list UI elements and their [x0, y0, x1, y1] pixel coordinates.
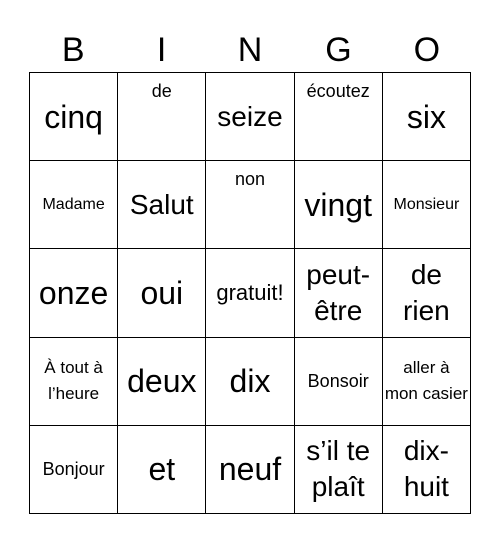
bingo-cell[interactable]: vingt — [295, 161, 383, 249]
bingo-cell[interactable]: dix — [206, 338, 294, 426]
bingo-cell[interactable]: neuf — [206, 426, 294, 514]
bingo-cell[interactable]: six — [383, 73, 471, 161]
bingo-cell[interactable]: Madame — [30, 161, 118, 249]
bingo-cell[interactable]: écoutez — [295, 73, 383, 161]
bingo-cell[interactable]: de — [118, 73, 206, 161]
bingo-cell[interactable]: Bonjour — [30, 426, 118, 514]
bingo-cell[interactable]: Salut — [118, 161, 206, 249]
bingo-cell[interactable]: oui — [118, 249, 206, 337]
bingo-header — [29, 28, 471, 72]
bingo-cell[interactable]: dix-huit — [383, 426, 471, 514]
header-letter-n: N — [237, 31, 263, 69]
header-letter-b: B — [61, 31, 85, 69]
header-letter-i: I — [156, 31, 167, 69]
bingo-cell[interactable]: onze — [30, 249, 118, 337]
header-letter-g: G — [325, 31, 352, 69]
header-letter-o: O — [413, 31, 441, 69]
bingo-cell[interactable]: À tout à l’heure — [30, 338, 118, 426]
bingo-board — [29, 72, 471, 514]
bingo-cell[interactable]: Bonsoir — [295, 338, 383, 426]
bingo-cell[interactable]: gratuit! — [206, 249, 294, 337]
bingo-cell[interactable]: deux — [118, 338, 206, 426]
bingo-cell[interactable]: non — [206, 161, 294, 249]
bingo-cell[interactable]: peut-être — [295, 249, 383, 337]
bingo-cell[interactable]: et — [118, 426, 206, 514]
bingo-cell[interactable]: aller à mon casier — [383, 338, 471, 426]
bingo-cell[interactable]: cinq — [30, 73, 118, 161]
bingo-cell[interactable]: de rien — [383, 249, 471, 337]
bingo-cell[interactable]: s’il te plaît — [295, 426, 383, 514]
bingo-cell[interactable]: seize — [206, 73, 294, 161]
bingo-cell[interactable]: Monsieur — [383, 161, 471, 249]
